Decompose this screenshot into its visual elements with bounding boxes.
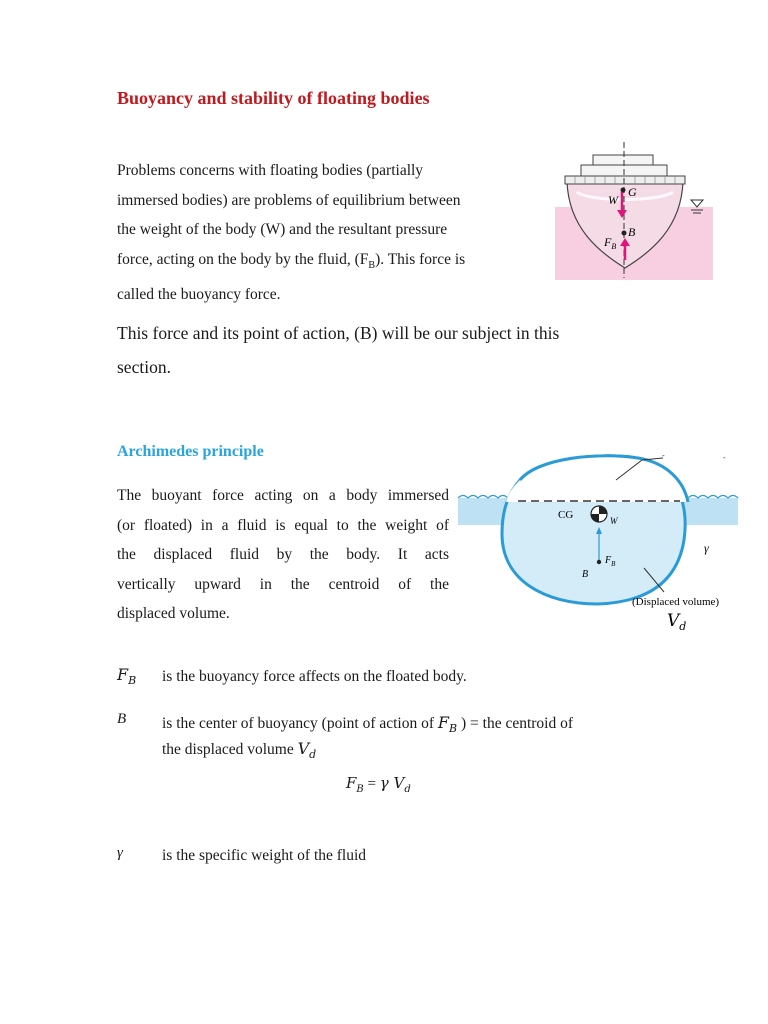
page-title: Buoyancy and stability of floating bodies bbox=[117, 88, 430, 108]
displaced-volume-label: (Displaced volume) bbox=[632, 596, 720, 608]
fb-subscript: B bbox=[368, 259, 376, 271]
intro-line: the weight of the body (W) and the resultant pressure bbox=[117, 221, 448, 238]
w-label: W bbox=[608, 193, 618, 207]
svg-text:-: - bbox=[662, 451, 665, 460]
ship-deck bbox=[565, 176, 685, 184]
fb-definition: is the buoyancy force affects on the floated body. bbox=[162, 668, 467, 685]
intro-line: Problems concerns with floating bodies (partially bbox=[117, 162, 424, 179]
subject-paragraph bbox=[117, 316, 657, 384]
archimedes-line: (or floated) in a fluid is equal to the weight of bbox=[117, 516, 449, 534]
archimedes-line: The buoyant force acting on a body immersed bbox=[117, 487, 449, 504]
subject-line: This force and its point of action, (B) will be our subject in this bbox=[117, 323, 560, 343]
b-point bbox=[597, 560, 601, 564]
buoyancy-formula: $F_B = \gamma$ $V_d$ bbox=[346, 774, 411, 795]
vd-label: $V_d$ bbox=[667, 611, 687, 633]
b-label: B bbox=[628, 225, 636, 239]
b-definition-line2: the displaced volume $V_d$ bbox=[162, 739, 317, 762]
b-definition: is the center of buoyancy (point of action of $F_B$ ) = the centroid of bbox=[162, 713, 574, 736]
intro-line: called the buoyancy force. bbox=[117, 286, 281, 304]
archimedes-paragraph bbox=[117, 481, 449, 629]
svg-text:-: - bbox=[723, 453, 726, 462]
archimedes-line: displaced volume. bbox=[117, 605, 230, 623]
gamma-symbol: γ bbox=[117, 845, 123, 861]
g-point bbox=[621, 188, 626, 193]
gamma-definition: is the specific weight of the fluid bbox=[162, 847, 367, 864]
fb-label: $F_B$ bbox=[604, 235, 617, 251]
gamma-label: γ bbox=[704, 541, 709, 555]
intro-line-fb: force, acting on the body by the fluid, $(F_B)$. This force is bbox=[117, 250, 466, 271]
fb-label: $F_B$ bbox=[605, 555, 616, 568]
intro-paragraph bbox=[117, 156, 522, 310]
w-label: W bbox=[610, 516, 618, 526]
fb-symbol: $F_B$ bbox=[117, 665, 137, 688]
cg-label: CG bbox=[558, 509, 574, 521]
intro-line: immersed bodies) are problems of equilibrium between bbox=[117, 191, 461, 209]
archimedes-line: vertically upward in the centroid of the bbox=[117, 575, 449, 593]
subject-line: section. bbox=[117, 357, 171, 377]
archimedes-line: the displaced fluid by the body. It acts bbox=[117, 546, 449, 564]
cg-symbol bbox=[591, 506, 607, 522]
ship-bridge bbox=[593, 155, 653, 165]
displaced-volume-figure bbox=[458, 450, 748, 640]
b-symbol: B bbox=[117, 711, 127, 727]
floating-ship-figure bbox=[555, 140, 713, 280]
b-point bbox=[622, 231, 627, 236]
g-label: G bbox=[628, 185, 637, 199]
b-label: B bbox=[582, 569, 589, 580]
section-heading: Archimedes principle bbox=[117, 443, 264, 460]
